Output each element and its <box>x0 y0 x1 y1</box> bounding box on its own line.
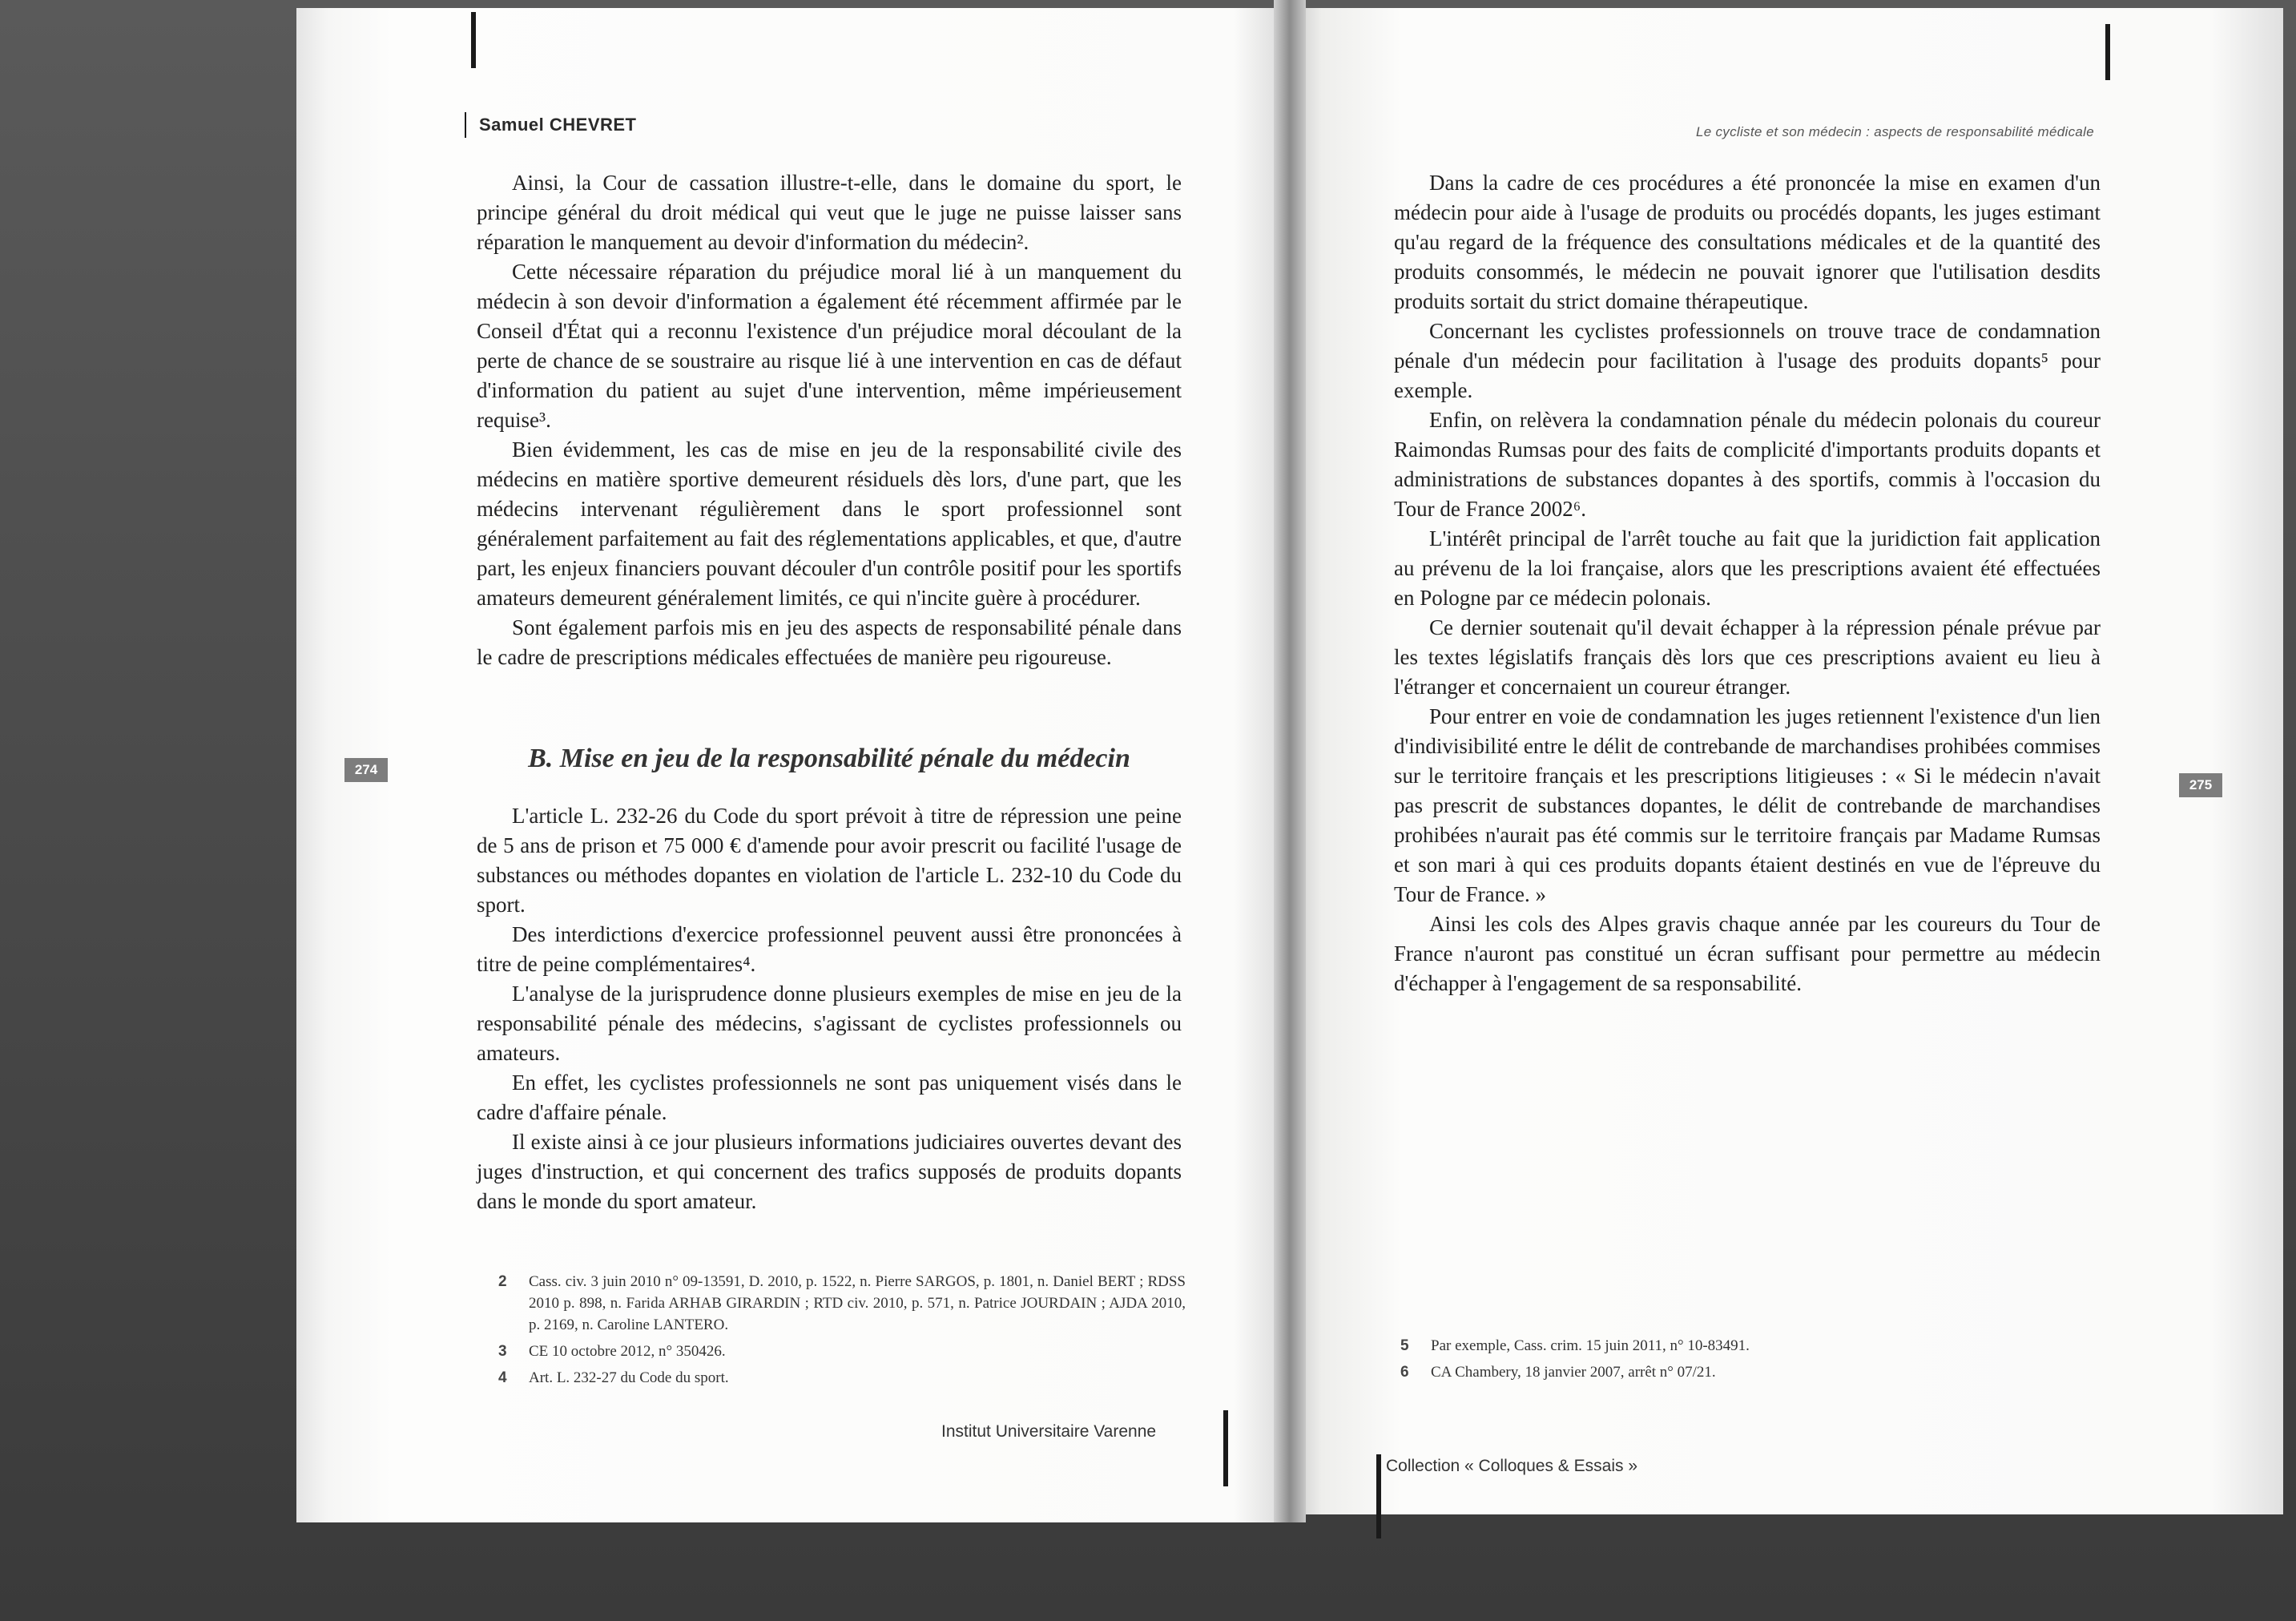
paragraph: Des interdictions d'exercice professionnel peuvent aussi être prononcées à titre de peine complémentaires⁴. <box>477 922 1182 976</box>
paragraph: Il existe ainsi à ce jour plusieurs informations judiciaires ouvertes devant des juges d'instruction, et qui concernent des trafics supposés de produits dopants dans le monde du sport amateur. <box>477 1130 1182 1213</box>
paragraph: Bien évidemment, les cas de mise en jeu de la responsabilité civile des médecins en matière sportive demeurent résiduels dès lors, d'une part, que les médecins intervenant régulièrement dans le sport professionnel sont généralement parfaitement au fait des réglementations applicables, et que, d'autre part, les enjeux financiers pouvant découler d'un contrôle positif pour les sportifs amateurs demeurent généralement limités, ce qui n'incite guère à procédurer. <box>477 438 1182 610</box>
footnote-text: Par exemple, Cass. crim. 15 juin 2011, n° 10-83491. <box>1431 1337 1750 1354</box>
left-footer-rule <box>1223 1410 1228 1486</box>
footnote-number: 2 <box>498 1273 507 1290</box>
footnote-text: Art. L. 232-27 du Code du sport. <box>529 1369 729 1386</box>
footnote-number: 3 <box>498 1343 507 1360</box>
left-section-text <box>477 801 1182 1216</box>
paragraph: Sont également parfois mis en jeu des aspects de responsabilité pénale dans le cadre de prescriptions médicales effectuées de manière peu rigoureuse. <box>477 615 1182 669</box>
paragraph: Concernant les cyclistes professionnels on trouve trace de condamnation pénale d'un médecin pour facilitation à l'usage des produits dopants⁵ pour exemple. <box>1394 319 2101 402</box>
paragraph: En effet, les cyclistes professionnels ne sont pas uniquement visés dans le cadre d'affaire pénale. <box>477 1071 1182 1124</box>
paragraph: Cette nécessaire réparation du préjudice moral lié à un manquement du médecin à son devoir d'information a également été récemment affirmée par le Conseil d'État qui a reconnu l'existence d'un préjudice moral découlant de la perte de chance de se soustraire au risque lié à une intervention en cas de défaut d'information du patient au sujet d'une intervention, même impérieusement requise³. <box>477 260 1182 432</box>
footnote-text: CA Chambery, 18 janvier 2007, arrêt n° 07/21. <box>1431 1364 1716 1381</box>
book-gutter <box>1274 0 1306 1522</box>
footnote <box>1400 1335 1881 1357</box>
footnote-number: 4 <box>498 1369 507 1386</box>
section-heading: B. Mise en jeu de la responsabilité pénale du médecin <box>528 744 1130 773</box>
footnote-text: Cass. civ. 3 juin 2010 n° 09-13591, D. 2010, p. 1522, n. Pierre SARGOS, p. 1801, n. Daniel BERT ; RDSS 2010 p. 898, n. Farida ARHAB GIRARDIN ; RTD civ. 2010, p. 571, n. Patrice JOURDAIN ; AJDA 2010, p. 2169, n. Caroline LANTERO. <box>529 1273 1186 1333</box>
left-header-tick <box>465 112 466 138</box>
footnote-number: 6 <box>1400 1364 1409 1381</box>
paragraph: Dans la cadre de ces procédures a été prononcée la mise en examen d'un médecin pour aide à l'usage de produits ou procédés dopants, les juges estimant qu'au regard de la fréquence des consultations médicales et de la quantité des produits consommés, le médecin ne pouvait ignorer que l'utilisation desdits produits sortait du strict domaine thérapeutique. <box>1394 171 2101 313</box>
paragraph: L'article L. 232-26 du Code du sport prévoit à titre de répression une peine de 5 ans de prison et 75 000 € d'amende pour avoir prescrit ou facilité l'usage de substances ou méthodes dopantes en violation de l'article L. 232-10 du Code du sport. <box>477 804 1182 917</box>
paragraph: Ainsi les cols des Alpes gravis chaque année par les coureurs du Tour de France n'auront pas constitué un écran suffisant pour permettre au médecin d'échapper à l'engagement de sa responsabilité. <box>1394 912 2101 995</box>
paragraph: L'intérêt principal de l'arrêt touche au fait que la juridiction fait application au prévenu de la loi française, alors que les prescriptions avaient été effectuées en Pologne par ce médecin polonais. <box>1394 526 2101 610</box>
footer-left: Institut Universitaire Varenne <box>941 1422 1157 1441</box>
running-head-right: Le cycliste et son médecin : aspects de responsabilité médicale <box>1695 124 2094 139</box>
footnote-text: CE 10 octobre 2012, n° 350426. <box>529 1343 726 1360</box>
right-footnotes <box>1400 1335 1881 1388</box>
paragraph: Ce dernier soutenait qu'il devait échapper à la répression pénale prévue par les textes législatifs français dès lors que ces prescriptions avaient eu lieu à l'étranger et concernaient un coureur étranger. <box>1394 615 2101 699</box>
running-head-left: Samuel CHEVRET <box>479 115 637 135</box>
footnote <box>1400 1361 1881 1383</box>
footnote <box>498 1341 1186 1362</box>
left-header-rule <box>471 12 476 68</box>
right-header-rule <box>2105 24 2110 80</box>
paragraph: Ainsi, la Cour de cassation illustre-t-elle, dans le domaine du sport, le principe général du droit médical qui veut que le juge ne puisse laisser sans réparation le manquement au devoir d'information du médecin². <box>477 171 1182 254</box>
left-body-text <box>477 168 1182 672</box>
page-number-left: 274 <box>344 758 388 782</box>
right-body-text <box>1394 168 2101 998</box>
footer-right: Collection « Colloques & Essais » <box>1386 1457 1637 1475</box>
paragraph: L'analyse de la jurisprudence donne plusieurs exemples de mise en jeu de la responsabilité pénale des médecins, s'agissant de cyclistes professionnels ou amateurs. <box>477 982 1182 1065</box>
footnote-number: 5 <box>1400 1337 1409 1354</box>
right-footer-rule <box>1376 1454 1381 1538</box>
paragraph: Pour entrer en voie de condamnation les juges retiennent l'existence d'un lien d'indivisibilité entre le délit de contrebande de marchandises prohibées commises sur le territoire français et les prescriptions litigieuses : « Si le médecin n'avait pas prescrit de substances dopantes, le délit de contrebande de marchandises prohibées n'aurait pas été commis sur le territoire français par Madame Rumsas et son mari à qui ces produits dopants étaient destinés en vue de l'épreuve du Tour de France. » <box>1394 704 2101 906</box>
paragraph: Enfin, on relèvera la condamnation pénale du médecin polonais du coureur Raimondas Rumsas pour des faits de complicité d'importants produits dopants et administrations de substances dopantes à des sportifs, commis à l'occasion du Tour de France 2002⁶. <box>1394 408 2101 521</box>
left-footnotes <box>498 1271 1186 1393</box>
page-number-right: 275 <box>2179 773 2222 797</box>
footnote <box>498 1271 1186 1336</box>
footnote <box>498 1367 1186 1389</box>
